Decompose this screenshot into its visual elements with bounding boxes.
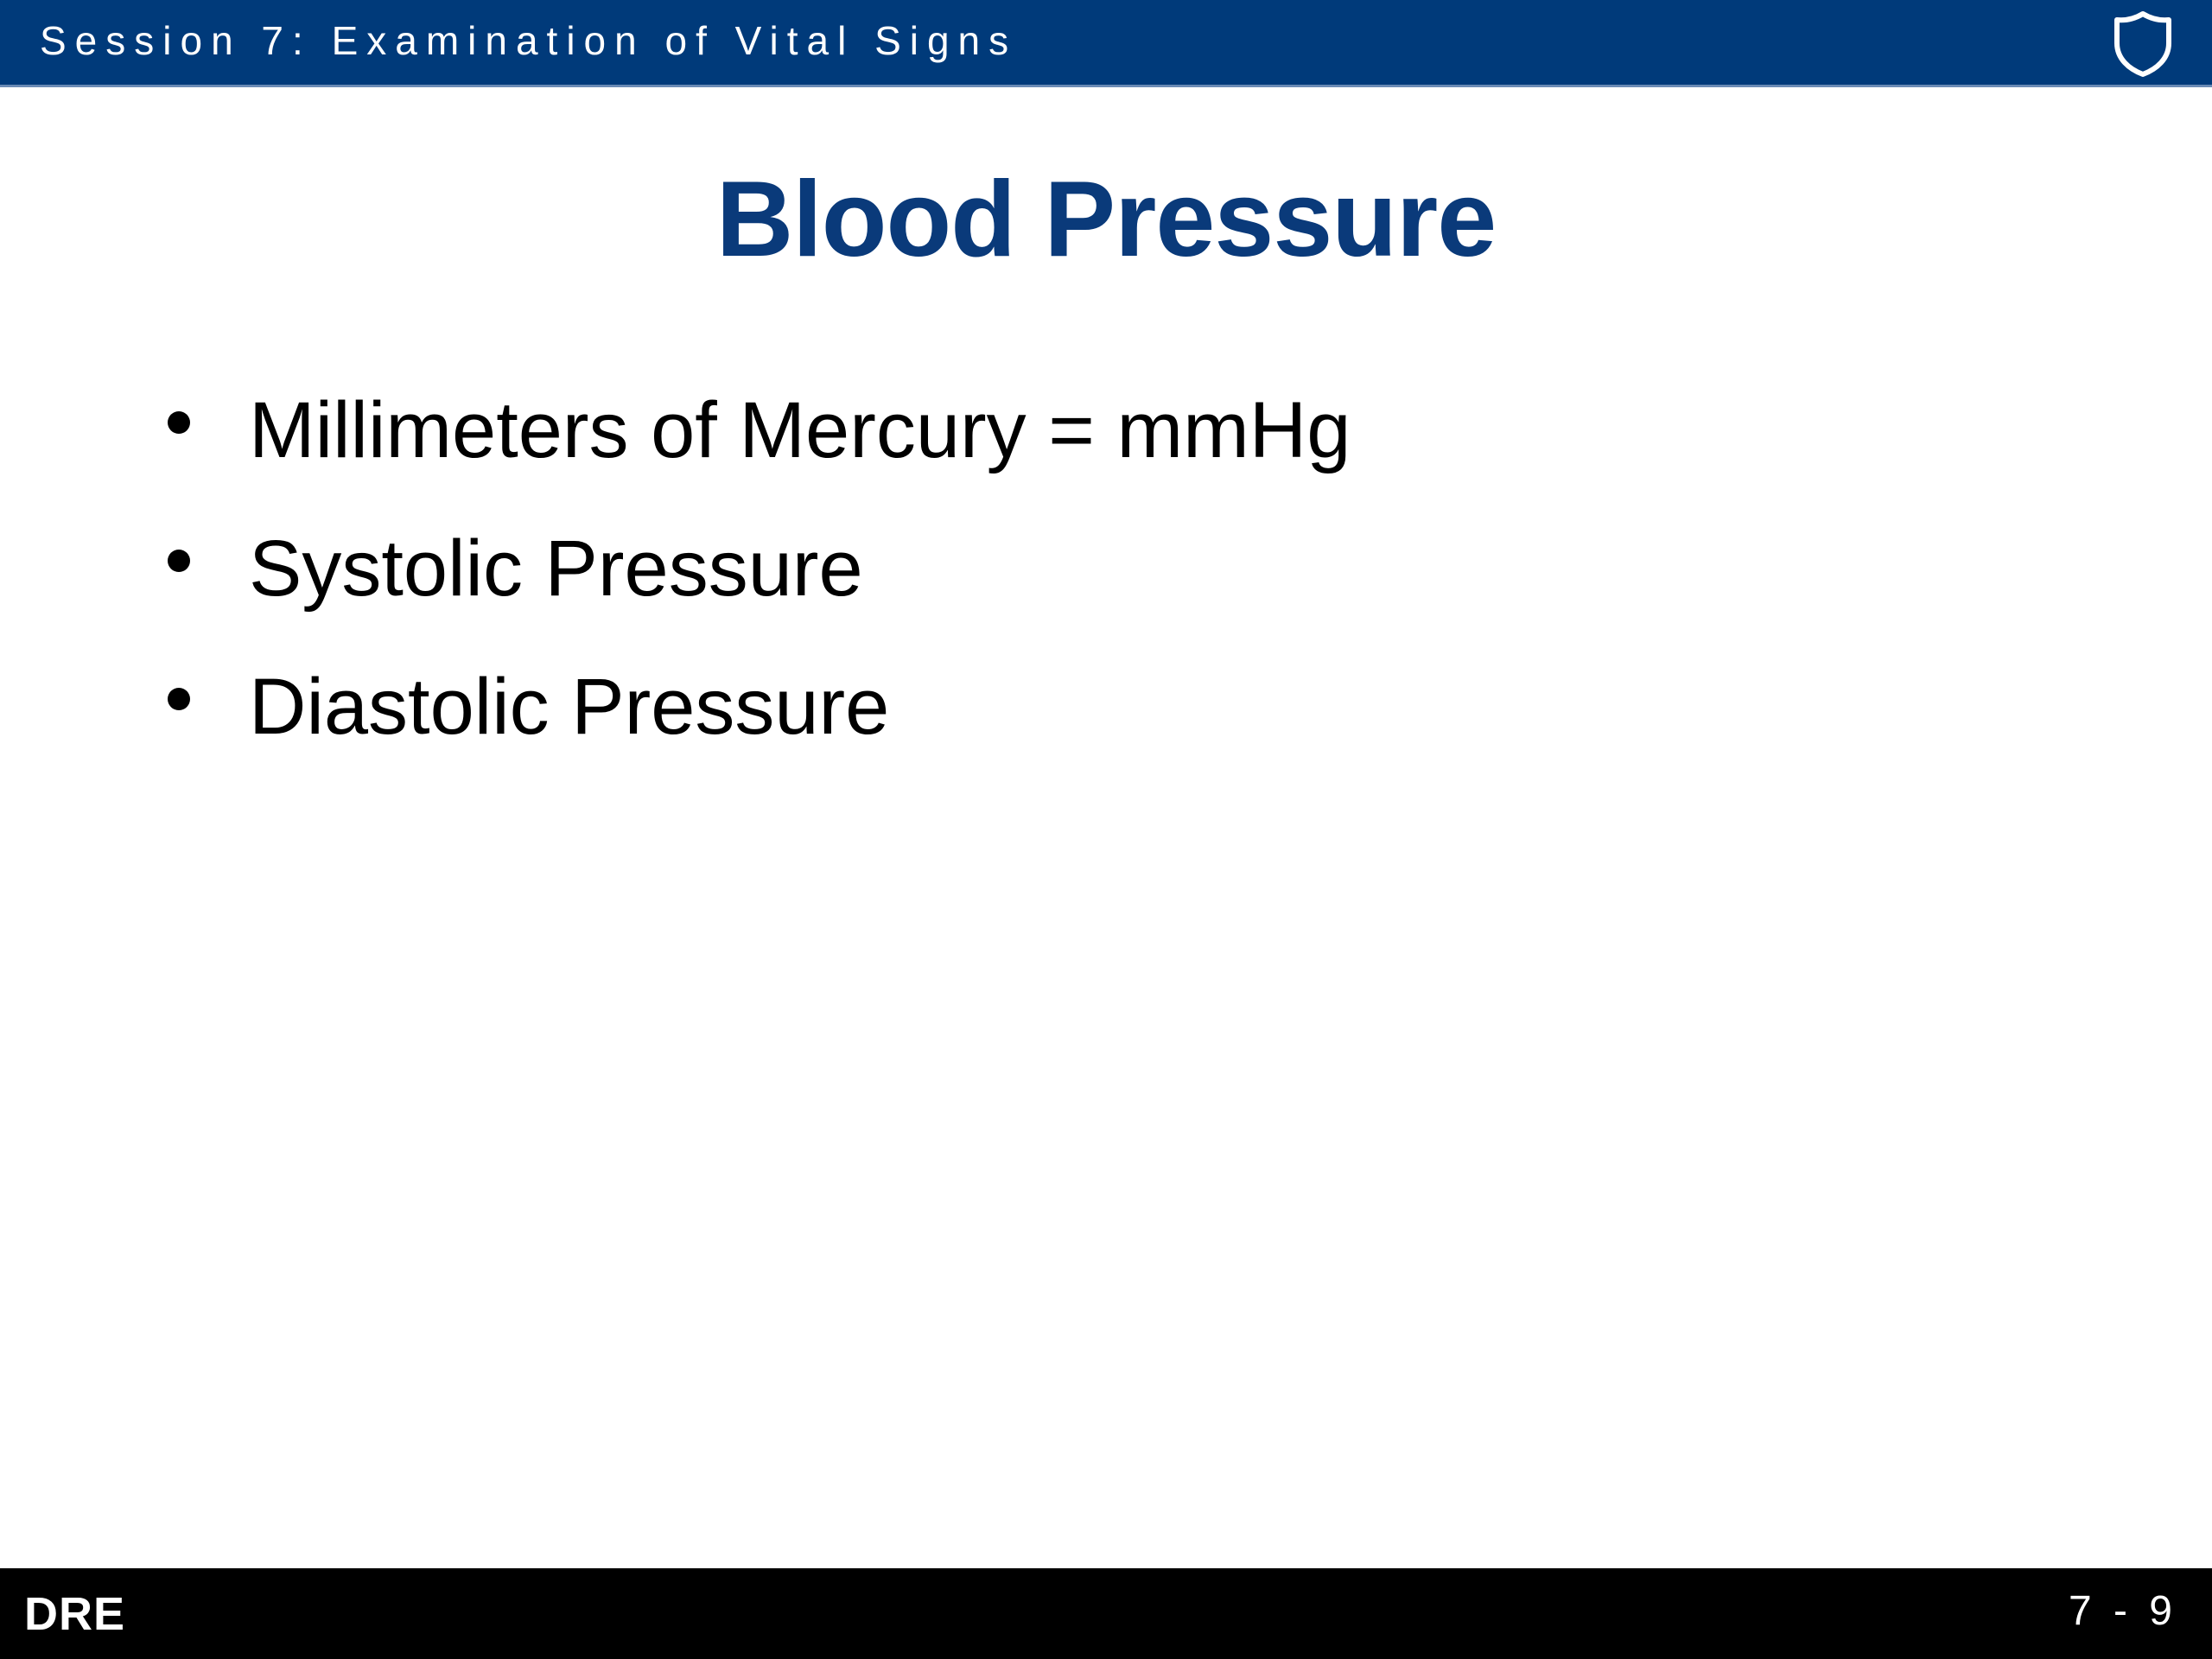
header-bar (0, 0, 2212, 87)
bullet-item (0, 524, 2212, 667)
bullet-item (0, 386, 2212, 529)
bullet-dot (168, 688, 190, 710)
page-number: 7 - 9 (2068, 1588, 2177, 1634)
bullet-text: Diastolic Pressure (249, 663, 890, 751)
slide-title: Blood Pressure (715, 160, 1497, 279)
shield-icon (2108, 9, 2177, 78)
bullet-dot (168, 550, 190, 572)
footer-bar (0, 1568, 2212, 1659)
bullet-dot (168, 411, 190, 434)
bullet-text: Millimeters of Mercury = mmHg (249, 386, 1351, 474)
bullet-list (0, 386, 2212, 805)
bullet-text: Systolic Pressure (249, 524, 863, 613)
session-title: Session 7: Examination of Vital Signs (40, 18, 1018, 63)
bullet-item (0, 663, 2212, 805)
footer-logo: DRE (24, 1588, 126, 1640)
